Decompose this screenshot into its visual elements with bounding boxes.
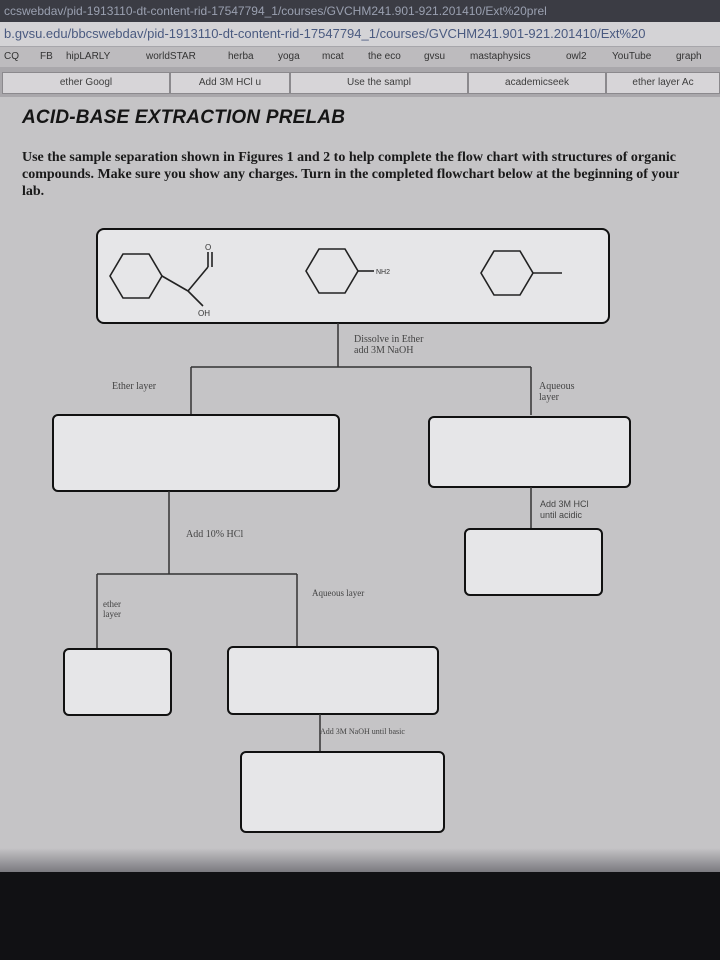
- instructions-text: Use the sample separation shown in Figures 1 and 2 to help complete the flow chart with structures of organic compounds. Make sure you show any charges. Turn in the completed flowchart below at the beginning of your lab.: [22, 150, 680, 199]
- bookmark-item[interactable]: CQ: [4, 51, 19, 62]
- label-ether-layer: Ether layer: [112, 381, 157, 392]
- label-aqueous-layer-2: Aqueous layer: [312, 588, 365, 598]
- step-until-acidic: until acidic: [540, 510, 583, 520]
- tab-strip: [0, 67, 720, 97]
- page-title: ACID-BASE EXTRACTION PRELAB: [22, 107, 346, 128]
- label-layer-2: layer: [103, 609, 121, 619]
- step-add-10-hcl: Add 10% HCl: [186, 529, 244, 540]
- bookmark-item[interactable]: graph: [676, 51, 702, 62]
- document-page: [0, 97, 720, 872]
- browser-tab[interactable]: academicseek: [468, 72, 606, 94]
- label-ether: ether: [103, 599, 121, 609]
- bookmark-item[interactable]: owl2: [566, 51, 587, 62]
- bookmark-item[interactable]: gvsu: [424, 51, 446, 62]
- bookmark-item[interactable]: yoga: [278, 51, 300, 62]
- screen-edge-shadow: [0, 848, 720, 872]
- bookmark-item[interactable]: the eco: [368, 51, 401, 62]
- step-add-naoh: add 3M NaOH: [354, 345, 414, 356]
- flowchart: [0, 97, 720, 872]
- ether-layer-answer-box[interactable]: [53, 415, 339, 491]
- browser-tab[interactable]: Add 3M HCl u: [170, 72, 290, 94]
- bookmark-item[interactable]: herba: [228, 51, 254, 62]
- final-product-answer-box[interactable]: [241, 752, 444, 832]
- label-oh: OH: [198, 309, 210, 318]
- bookmark-item[interactable]: hipLARLY: [66, 51, 111, 62]
- step-add-3m-hcl: Add 3M HCl: [540, 499, 589, 509]
- browser-tab[interactable]: ether layer Ac: [606, 72, 720, 94]
- window-title: ccswebdav/pid-1913110-dt-content-rid-17547794_1/courses/GVCHM241.901-921.201410/Ext%20prel: [4, 4, 547, 18]
- starting-compounds-box: [97, 229, 609, 323]
- step-add-naoh-basic: Add 3M NaOH until basic: [320, 727, 405, 736]
- step-dissolve-ether: Dissolve in Ether: [354, 334, 424, 345]
- bookmark-item[interactable]: FB: [40, 51, 53, 62]
- label-o: O: [205, 243, 212, 252]
- aqueous-layer-2-answer-box[interactable]: [228, 647, 438, 714]
- aqueous-layer-answer-box[interactable]: [429, 417, 630, 487]
- bookmarks-bar: [0, 47, 720, 67]
- address-url[interactable]: b.gvsu.edu/bbcswebdav/pid-1913110-dt-content-rid-17547794_1/courses/GVCHM241.901-921.201410/Ext%20: [4, 26, 646, 41]
- bookmark-item[interactable]: worldSTAR: [146, 51, 196, 62]
- bookmark-item[interactable]: mcat: [322, 51, 344, 62]
- label-layer: layer: [539, 392, 559, 403]
- browser-tab[interactable]: ether Googl: [2, 72, 170, 94]
- label-aqueous: Aqueous: [539, 381, 575, 392]
- label-nh2: NH2: [376, 269, 391, 276]
- bookmark-item[interactable]: YouTube: [612, 51, 652, 62]
- browser-tab[interactable]: Use the sampl: [290, 72, 468, 94]
- ether-layer-2-answer-box[interactable]: [64, 649, 171, 715]
- bookmark-item[interactable]: mastaphysics: [470, 51, 531, 62]
- browser-title-bar: [0, 0, 720, 22]
- monitor-bezel: [0, 872, 720, 960]
- address-bar[interactable]: [0, 22, 720, 47]
- acidified-product-answer-box[interactable]: [465, 529, 602, 595]
